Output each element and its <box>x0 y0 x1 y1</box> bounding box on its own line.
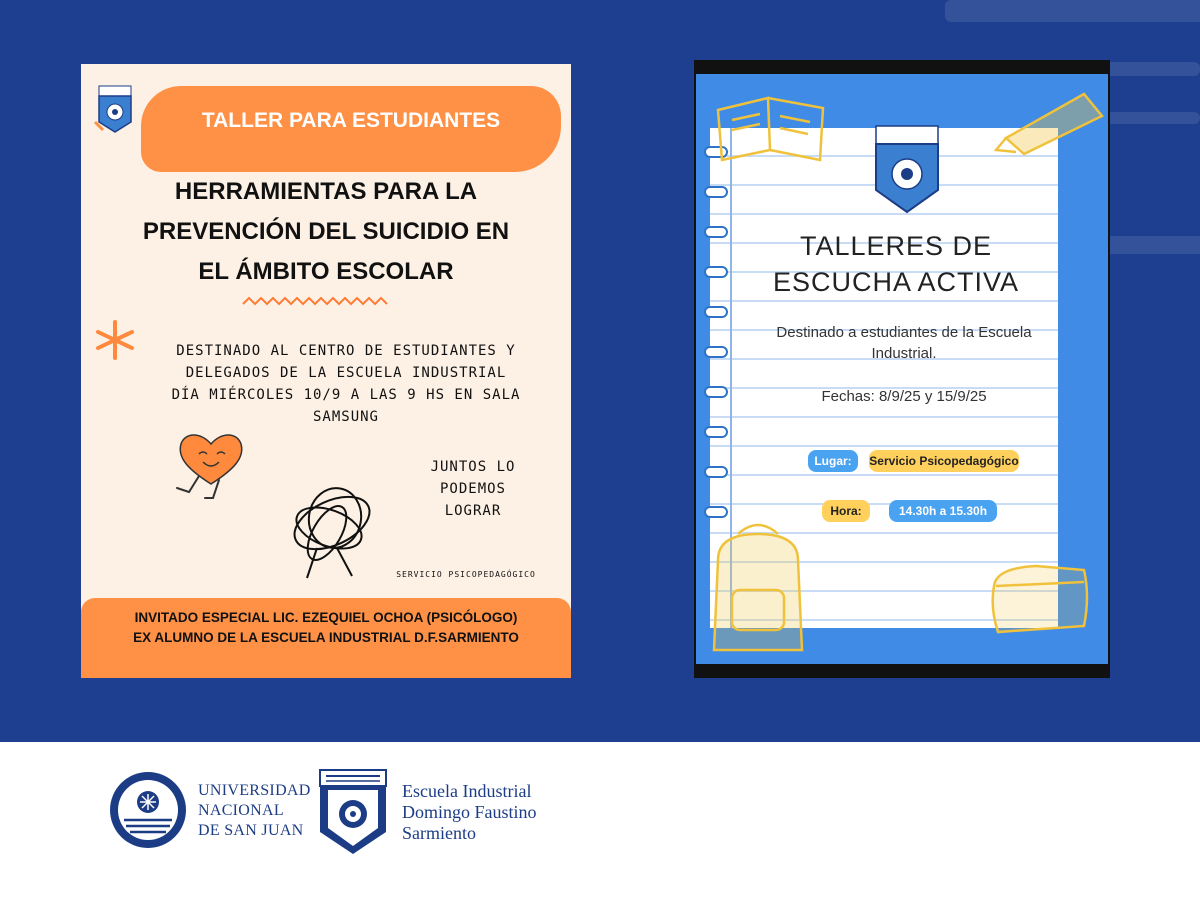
decorative-stripe <box>1100 236 1200 254</box>
notebook-ring-icon <box>704 226 728 238</box>
escuela-name-line: Sarmiento <box>402 823 476 843</box>
poster2-title <box>746 228 1046 300</box>
motto-line: LOGRAR <box>444 503 502 519</box>
asterisk-star-icon <box>93 318 137 362</box>
lugar-value-badge: Servicio Psicopedagógico <box>869 450 1019 472</box>
unsj-name <box>198 781 311 841</box>
hora-value-badge: 14.30h a 15.30h <box>889 500 997 522</box>
escuela-name-line: Escuela Industrial <box>402 781 532 801</box>
hugging-heart-icon <box>169 426 253 502</box>
notebook-ring-icon <box>704 506 728 518</box>
squiggle-divider-icon <box>241 294 391 308</box>
poster2-description <box>754 322 1054 364</box>
unsj-name-line: UNIVERSIDAD <box>198 782 311 799</box>
description-line: SAMSUNG <box>312 409 379 425</box>
escuela-name-line: Domingo Faustino <box>402 802 537 822</box>
notebook-ring-icon <box>704 266 728 278</box>
notebook-ring-icon <box>704 466 728 478</box>
motto-line: JUNTOS LO <box>430 459 516 475</box>
description-line: DELEGADOS DE LA ESCUELA INDUSTRIAL <box>185 365 507 381</box>
backpack-icon <box>698 520 828 670</box>
pencil-case-icon <box>986 556 1096 646</box>
notebook-ring-icon <box>704 346 728 358</box>
notebook-ring-icon <box>704 306 728 318</box>
escuela-industrial-name <box>402 781 537 844</box>
footer-line: EX ALUMNO DE LA ESCUELA INDUSTRIAL D.F.SARMIENTO <box>133 630 519 645</box>
unsj-name-line: DE SAN JUAN <box>198 822 304 839</box>
poster-taller-estudiantes[interactable] <box>81 64 571 678</box>
open-book-icon <box>708 80 838 170</box>
description-line: DÍA MIÉRCOLES 10/9 A LAS 9 HS EN SALA <box>171 387 521 403</box>
poster2-dates: Fechas: 8/9/25 y 15/9/25 <box>821 388 987 405</box>
organizer-label: SERVICIO PSICOPEDAGÓGICO <box>396 570 536 579</box>
notebook-ring-icon <box>704 386 728 398</box>
school-shield-icon <box>872 124 942 216</box>
title-line: ESCUCHA ACTIVA <box>772 267 1020 297</box>
hora-label-badge: Hora: <box>822 500 870 522</box>
school-shield-icon <box>93 78 137 136</box>
footer-line: INVITADO ESPECIAL LIC. EZEQUIEL OCHOA (PSICÓLOGO) <box>134 610 518 625</box>
poster-headline <box>101 172 551 292</box>
headline-line: PREVENCIÓN DEL SUICIDIO EN <box>142 218 510 245</box>
notebook-ring-icon <box>704 426 728 438</box>
scribble-doodle-icon <box>277 478 387 588</box>
headline-line: HERRAMIENTAS PARA LA <box>174 178 478 205</box>
headline-line: EL ÁMBITO ESCOLAR <box>198 258 454 285</box>
escuela-industrial-logo-icon <box>318 768 388 856</box>
description-line: Destinado a estudiantes de la Escuela <box>776 324 1032 341</box>
description-line: Industrial. <box>871 345 937 362</box>
motto-text <box>413 456 533 522</box>
highlighter-icon <box>994 80 1110 160</box>
poster-escucha-activa[interactable] <box>694 60 1110 678</box>
poster-description <box>141 340 551 428</box>
notebook-ring-icon <box>704 186 728 198</box>
description-line: DESTINADO AL CENTRO DE ESTUDIANTES Y <box>176 343 516 359</box>
lugar-label-badge: Lugar: <box>808 450 858 472</box>
unsj-logo-icon <box>108 770 188 850</box>
motto-line: PODEMOS <box>439 481 506 497</box>
title-line: TALLERES DE <box>799 231 993 261</box>
poster-banner-title: TALLER PARA ESTUDIANTES <box>201 109 501 132</box>
unsj-name-line: NACIONAL <box>198 802 284 819</box>
poster-footer-text <box>81 608 571 648</box>
decorative-stripe <box>945 0 1200 22</box>
